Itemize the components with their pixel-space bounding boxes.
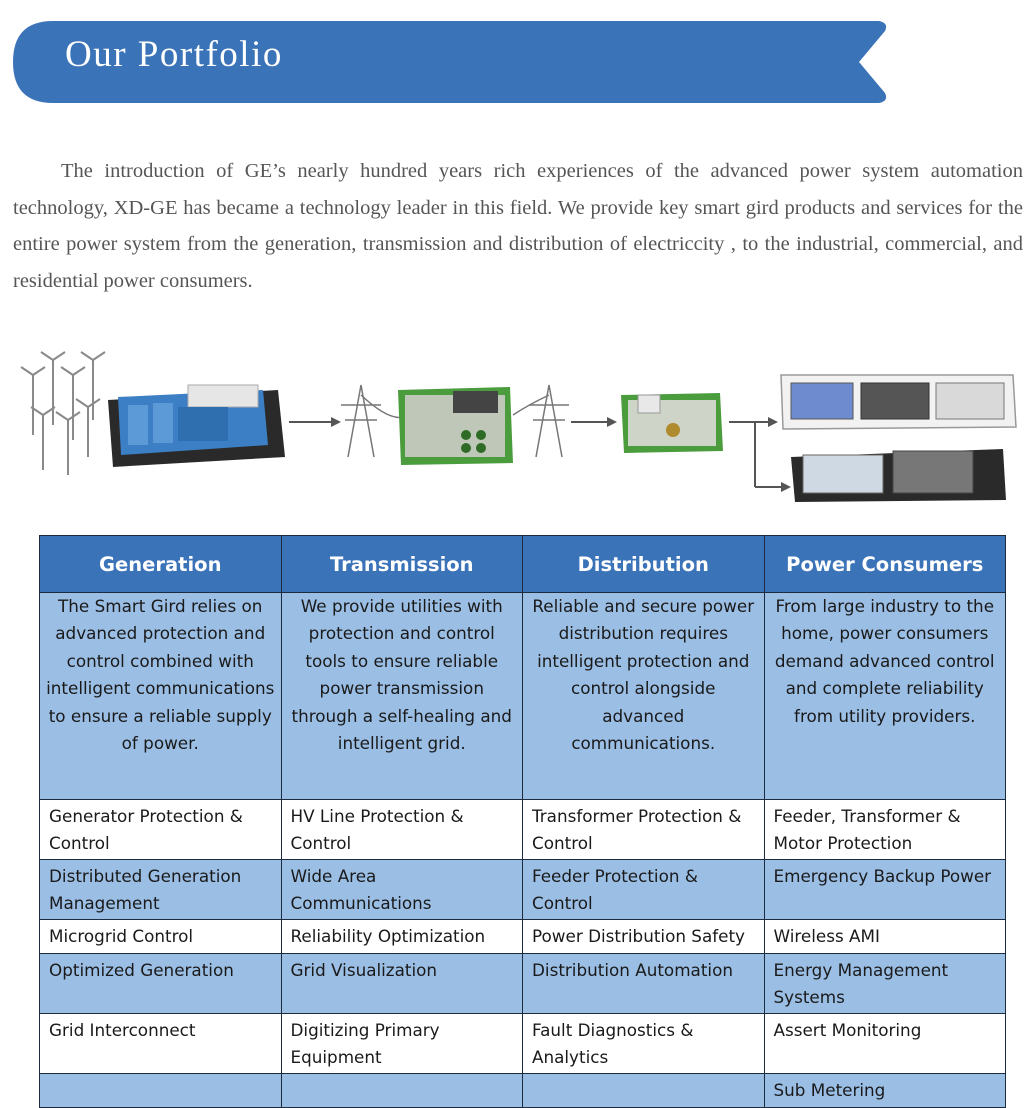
page-title: Our Portfolio	[65, 34, 283, 75]
table-cell: Assert Monitoring	[764, 1014, 1006, 1074]
description-cell	[764, 593, 1006, 800]
power-consumers-illustration	[781, 375, 1016, 502]
column-header-generation: Generation	[40, 536, 282, 593]
table-cell: Energy Management Systems	[764, 954, 1006, 1014]
table-cell: Fault Diagnostics & Analytics	[523, 1014, 765, 1074]
description-text: We provide utilities with protection and control tools to ensure reliable power transmission through a self-healing and intelligent grid.	[291, 596, 512, 754]
table-cell: Emergency Backup Power	[764, 860, 1006, 920]
transmission-tower-illustration	[341, 385, 408, 457]
table-cell: Microgrid Control	[40, 920, 282, 954]
table-cell: Grid Visualization	[281, 954, 523, 1014]
table-cell: Wireless AMI	[764, 920, 1006, 954]
power-system-diagram	[13, 345, 1017, 510]
column-header-transmission: Transmission	[281, 536, 523, 593]
table-cell: Distribution Automation	[523, 954, 765, 1014]
description-cell	[523, 593, 765, 800]
table-row	[40, 860, 1006, 920]
wind-turbines-illustration	[21, 352, 105, 475]
title-banner	[13, 21, 888, 103]
table-row	[40, 1074, 1006, 1108]
table-row	[40, 920, 1006, 954]
table-cell: Reliability Optimization	[281, 920, 523, 954]
description-cell	[40, 593, 282, 800]
table-cell	[523, 1074, 765, 1108]
table-row	[40, 1014, 1006, 1074]
transmission-substation-illustration	[398, 387, 513, 465]
table-cell	[40, 1074, 282, 1108]
table-row	[40, 800, 1006, 860]
table-cell: Power Distribution Safety	[523, 920, 765, 954]
table-cell: Generator Protection & Control	[40, 800, 282, 860]
flow-arrow	[289, 417, 341, 427]
table-cell: Optimized Generation	[40, 954, 282, 1014]
table-cell: Digitizing Primary Equipment	[281, 1014, 523, 1074]
table-cell: Feeder Protection & Control	[523, 860, 765, 920]
description-text: From large industry to the home, power consumers demand advanced control and complete reliability from utility providers.	[774, 596, 995, 726]
table-cell	[281, 1074, 523, 1108]
power-plant-illustration	[108, 385, 285, 467]
description-row	[40, 593, 1006, 800]
table-cell: Feeder, Transformer & Motor Protection	[764, 800, 1006, 860]
description-text: Reliable and secure power distribution requires intelligent protection and control alongside advanced communications.	[532, 596, 755, 754]
column-header-power-consumers: Power Consumers	[764, 536, 1006, 593]
transmission-tower-illustration	[513, 385, 569, 457]
table-cell: HV Line Protection & Control	[281, 800, 523, 860]
table-cell: Distributed Generation Management	[40, 860, 282, 920]
table-header-row	[40, 536, 1006, 593]
distribution-substation-illustration	[621, 393, 723, 453]
table-row	[40, 954, 1006, 1014]
intro-paragraph: The introduction of GE’s nearly hundred years rich experiences of the advanced power system automation technology, XD-GE has became a technology leader in this field. We provide key smart gird products and services for the entire power system from the generation, transmission and distribution of electriccity , to the industrial, commercial, and residential power consumers.	[13, 160, 1023, 292]
table-cell: Wide Area Communications	[281, 860, 523, 920]
description-cell	[281, 593, 523, 800]
table-cell: Grid Interconnect	[40, 1014, 282, 1074]
flow-arrow	[571, 417, 617, 427]
flow-arrow	[729, 422, 781, 487]
portfolio-table	[39, 535, 1006, 1108]
column-header-distribution: Distribution	[523, 536, 765, 593]
table-cell: Sub Metering	[764, 1074, 1006, 1108]
table-cell: Transformer Protection & Control	[523, 800, 765, 860]
description-text: The Smart Gird relies on advanced protection and control combined with intelligent communications to ensure a reliable supply of power.	[46, 596, 275, 754]
